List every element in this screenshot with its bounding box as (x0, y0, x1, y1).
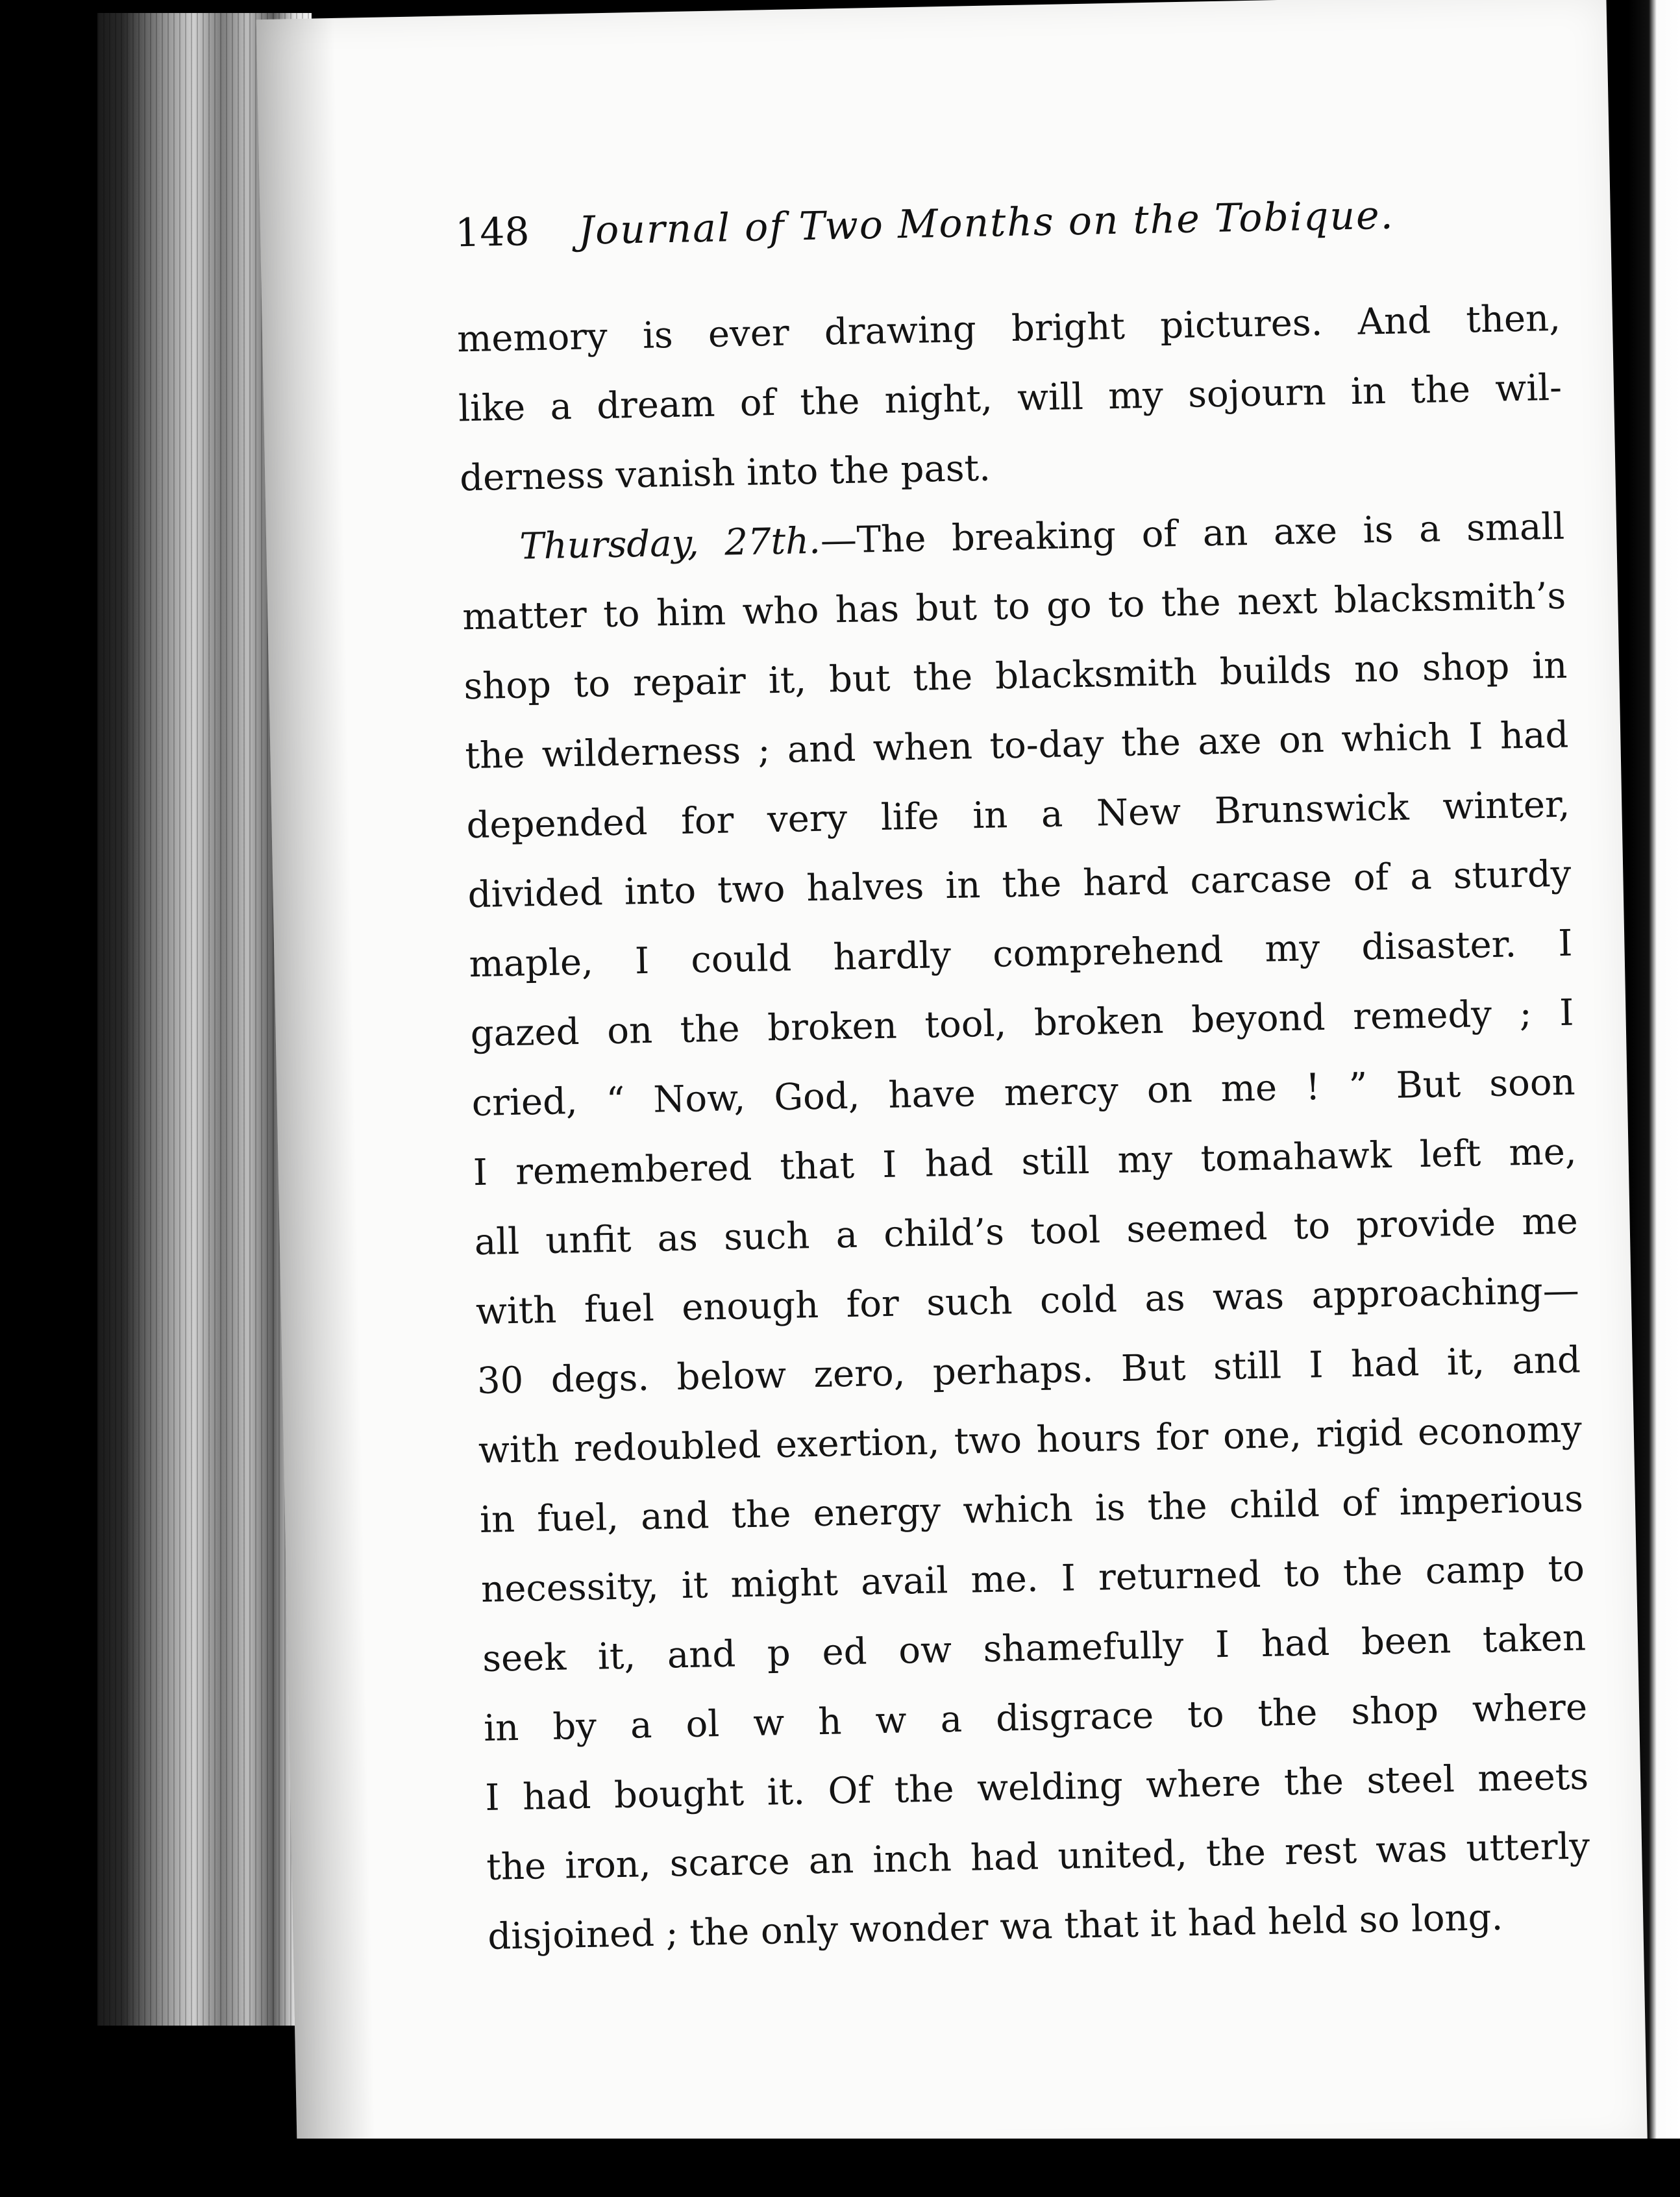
text-line: matter to him who has but to go to the next blacksmith’s (462, 575, 1566, 639)
text-line: gazed on the broken tool, broken beyond remedy ; I (470, 991, 1575, 1056)
text-line: maple, I could hardly comprehend my disaster. I (469, 922, 1574, 986)
text-line: memory is ever drawing bright pictures. And then, (456, 297, 1561, 361)
text-line: depended for very life in a New Brunswick winter, (465, 783, 1570, 847)
body-text (456, 284, 1592, 1972)
text-line: with redoubled exertion, two hours for one, rigid economy (478, 1408, 1583, 1472)
text-line: seek it, and p ed ow shamefully I had been taken (482, 1617, 1587, 1680)
text-line: I had bought it. Of the welding where the steel meets (484, 1756, 1589, 1819)
text-line: all unfit as such a child’s tool seemed to provide me (474, 1200, 1579, 1264)
text-line: shop to repair it, but the blacksmith builds no shop in (463, 644, 1568, 708)
page-number: 148 (454, 209, 530, 256)
text-line: divided into two halves in the hard carcase of a sturdy (467, 852, 1572, 917)
running-title: Journal of Two Months on the Tobique. (578, 192, 1395, 254)
text-line: in by a ol w h w a disgrace to the shop where (483, 1686, 1588, 1750)
text-line: derness vanish into the past. (459, 447, 991, 500)
text-line: I remembered that I had still my tomahawk left me, (473, 1130, 1577, 1195)
text-line: 30 degs. below zero, perhaps. But still I had it, and (476, 1339, 1581, 1403)
text-line: necessity, it might avail me. I returned to the camp to (480, 1547, 1585, 1611)
text-line: disjoined ; the only wonder wa that it had held so long. (487, 1896, 1503, 1958)
book-page (256, 0, 1648, 2175)
text-line: Thursday, 27th.—The breaking of an axe is a small (519, 505, 1565, 568)
text-line: the wilderness ; and when to-day the axe on which I had (464, 714, 1569, 778)
text-line: in fuel, and the energy which is the child of imperious (479, 1478, 1584, 1542)
running-header (454, 189, 1598, 282)
text-line: cried, “ Now, God, have mercy on me ! ” But soon (471, 1061, 1576, 1125)
text-line: the iron, scarce an inch had united, the rest was utterly (486, 1825, 1590, 1889)
scan-bottom-border (0, 2139, 1680, 2197)
date-lead-in: Thursday, 27th. (519, 519, 821, 568)
text-line: like a dream of the night, will my sojourn in the wil- (458, 366, 1563, 430)
text-line: with fuel enough for such cold as was approaching— (475, 1269, 1580, 1334)
